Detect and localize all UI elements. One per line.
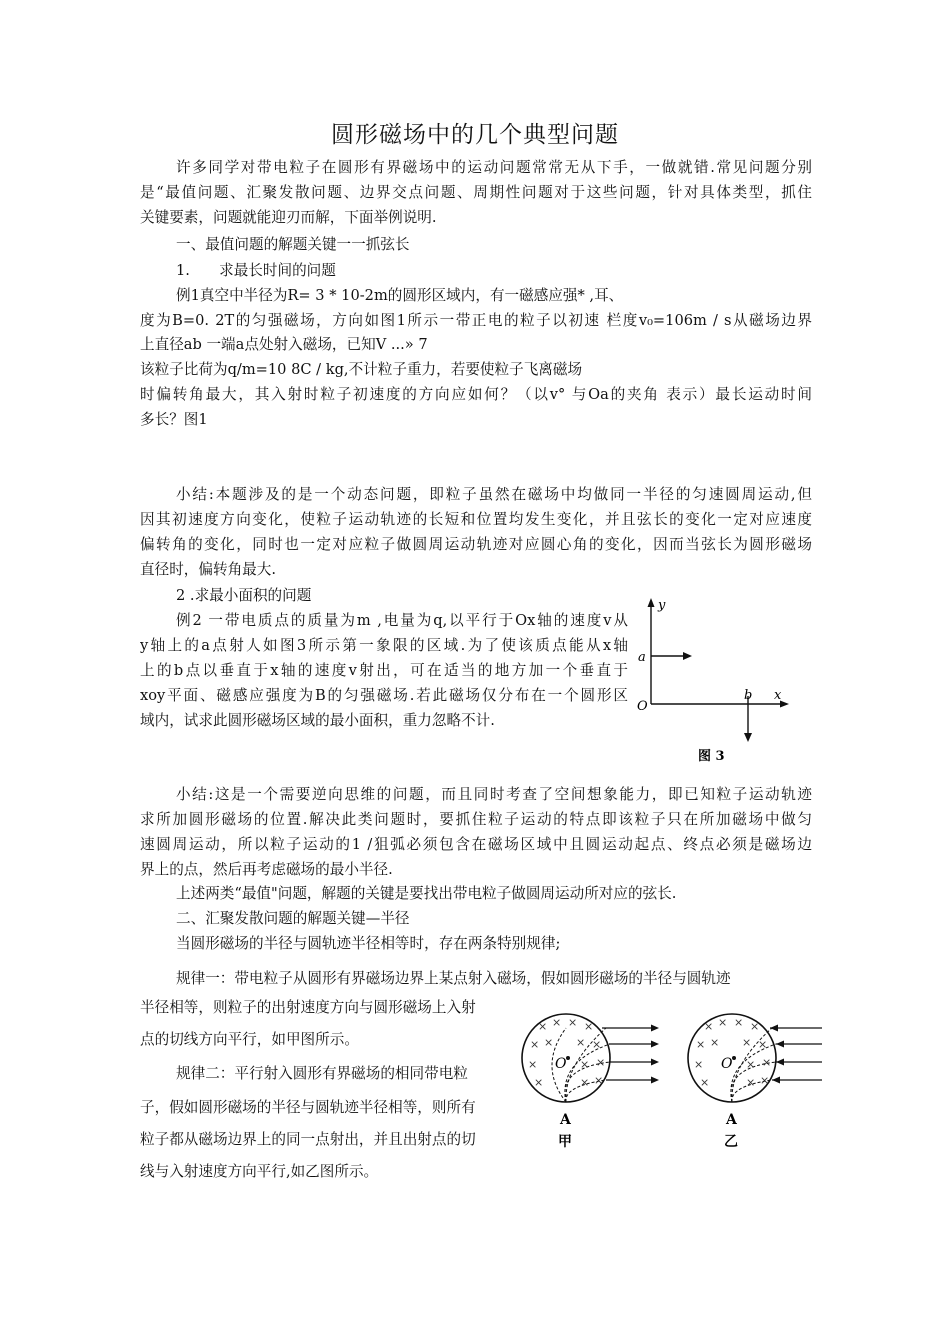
- svg-text:×: ×: [718, 1016, 728, 1029]
- paragraph-line: 度为B=0. 2T的匀强磁场，方向如图1所示一带正电的粒子以初速 栏度v₀=106m / s从磁场边界: [140, 312, 812, 329]
- caption-jia: 甲: [558, 1134, 572, 1150]
- section-heading: 二、汇聚发散问题的解题关键—半径: [176, 910, 410, 927]
- paragraph-line: 半径相等，则粒子的出射速度方向与圆形磁场上入射: [140, 999, 476, 1016]
- x-axis-arrow-icon: [780, 701, 789, 708]
- b-label: b: [744, 688, 753, 703]
- svg-text:×: ×: [746, 1076, 756, 1089]
- paragraph-line: 上直径ab 一端a点处射入磁场，已知V ...» 7: [140, 336, 428, 353]
- paragraph-line: 上的b点以垂直于x轴的速度v射出，可在适当的地方加一个垂直于: [140, 662, 628, 679]
- paragraph-line: 规律一：带电粒子从圆形有界磁场边界上某点射入磁场，假如圆形磁场的半径与圆轨迹: [176, 970, 731, 987]
- svg-text:×: ×: [762, 1056, 772, 1069]
- svg-text:×: ×: [734, 1016, 744, 1029]
- paragraph-line: 求所加圆形磁场的位置.解决此类问题时，要抓住粒子运动的特点即该粒子只在所加磁场中做匀: [140, 811, 812, 828]
- figure-yi: [688, 1014, 822, 1150]
- svg-text:×: ×: [758, 1038, 768, 1051]
- svg-text:×: ×: [584, 1020, 594, 1033]
- paragraph-line: 速圆周运动，所以粒子运动的1 /狙弧必须包含在磁场区域中且圆运动起点、终点必须是磁场边: [140, 836, 812, 853]
- figure-caption: 图 3: [698, 749, 725, 764]
- paragraph-line: 偏转角的变化，同时也一定对应粒子做圆周运动轨迹对应圆心角的变化，因而当弦长为圆形磁场: [140, 536, 812, 553]
- point-a-label: A: [726, 1112, 737, 1128]
- paragraph-line: 小结:这是一个需要逆向思维的问题，而且同时考查了空间想象能力，即已知粒子运动轨迹: [176, 786, 812, 803]
- arrow-head-icon: [770, 1025, 778, 1032]
- trajectory: [565, 1044, 610, 1102]
- svg-text:×: ×: [580, 1076, 590, 1089]
- paragraph-line: 规律二：平行射入圆形有界磁场的相同带电粒: [176, 1065, 468, 1082]
- svg-text:×: ×: [530, 1038, 540, 1051]
- svg-text:×: ×: [746, 1058, 756, 1071]
- svg-text:×: ×: [700, 1076, 710, 1089]
- arrow-head-icon: [651, 1059, 659, 1066]
- svg-text:×: ×: [760, 1074, 770, 1087]
- field-crosses: [528, 1016, 605, 1089]
- arrow-head-icon: [772, 1077, 780, 1084]
- paragraph-line: 子，假如圆形磁场的半径与圆轨迹半径相等，则所有: [140, 1099, 476, 1116]
- caption-yi: 乙: [724, 1134, 738, 1150]
- y-label: y: [658, 598, 666, 613]
- arrow-head-icon: [683, 652, 692, 660]
- paragraph-line: 许多同学对带电粒子在圆形有界磁场中的运动问题常常无从下手，一做就错.常见问题分别: [176, 159, 812, 176]
- subsection-heading: 2 .求最小面积的问题: [176, 587, 312, 604]
- paragraph-line: 域内，试求此圆形磁场区域的最小面积，重力忽略不计.: [140, 712, 495, 729]
- paragraph-line: 是“最值问题、汇聚发散问题、边界交点问题、周期性问题对于这些问题，针对具体类型，抓住: [140, 184, 812, 201]
- point-a-label: A: [560, 1112, 571, 1128]
- paragraph-line: 多长？图1: [140, 411, 208, 428]
- paragraph-line: 小结:本题涉及的是一个动态问题，即粒子虽然在磁场中均做同一半径的匀速圆周运动,但: [176, 486, 812, 503]
- svg-text:×: ×: [568, 1016, 578, 1029]
- svg-text:×: ×: [704, 1020, 714, 1033]
- center-dot: [732, 1056, 736, 1060]
- paragraph-line: 关键要素，问题就能迎刃而解，下面举例说明.: [140, 209, 437, 226]
- paragraph-line: 当圆形磁场的半径与圆轨迹半径相等时，存在两条特别规律;: [176, 935, 561, 952]
- paragraph-line: 粒子都从磁场边界上的同一点射出，并且出射点的切: [140, 1131, 476, 1148]
- paragraph-line: 界上的点，然后再考虑磁场的最小半径.: [140, 861, 393, 878]
- svg-text:×: ×: [538, 1020, 548, 1033]
- paragraph-line: 点的切线方向平行，如甲图所示。: [140, 1031, 359, 1048]
- a-label: a: [638, 650, 646, 665]
- arrow-head-icon: [651, 1025, 659, 1032]
- y-axis-arrow-icon: [648, 598, 655, 607]
- svg-text:×: ×: [594, 1074, 604, 1087]
- arrow-head-icon: [776, 1059, 784, 1066]
- center-label: O: [721, 1056, 733, 1072]
- svg-text:×: ×: [544, 1036, 554, 1049]
- paragraph-line: 例1真空中半径为R= 3 * 10-2m的圆形区域内，有一磁感应强* ,耳、: [176, 287, 624, 304]
- center-label: O: [555, 1056, 567, 1072]
- arrow-head-icon: [651, 1041, 659, 1048]
- paragraph-line: 线与入射速度方向平行,如乙图所示。: [140, 1163, 379, 1180]
- svg-text:×: ×: [742, 1036, 752, 1049]
- section-heading: 一、最值问题的解题关键一一抓弦长: [176, 236, 410, 253]
- figure-jia: [522, 1014, 659, 1150]
- svg-text:×: ×: [596, 1056, 606, 1069]
- paragraph-line: 该粒子比荷为q/m=10 8C / kg,不计粒子重力，若要使粒子飞离磁场: [140, 361, 583, 378]
- paragraph-line: 直径时，偏转角最大.: [140, 561, 276, 578]
- paragraph-line: y轴上的a点射人如图3所示第一象限的区域.为了使该质点能从x轴: [140, 637, 628, 654]
- paragraph-line: xoy平面、磁感应强度为B的匀强磁场.若此磁场仅分布在一个圆形区: [140, 687, 628, 704]
- paragraph-line: 时偏转角最大，其入射时粒子初速度的方向应如何？（以v° 与Oa的夹角 表示）最长运动时间: [140, 386, 812, 403]
- arrow-head-icon: [744, 733, 752, 742]
- trajectory: [731, 1044, 776, 1102]
- paragraph-line: 例2 一带电质点的质量为m ,电量为q,以平行于Ox轴的速度v从: [176, 612, 628, 629]
- svg-text:×: ×: [710, 1036, 720, 1049]
- paragraph-line: 上述两类“最值"问题，解题的关键是要找出带电粒子做圆周运动所对应的弦长.: [176, 885, 677, 902]
- svg-text:×: ×: [750, 1020, 760, 1033]
- figure-3: [636, 596, 796, 766]
- svg-text:×: ×: [592, 1038, 602, 1051]
- origin-label: O: [637, 699, 648, 714]
- svg-text:×: ×: [696, 1038, 706, 1051]
- paragraph-line: 因其初速度方向变化，使粒子运动轨迹的长短和位置均发生变化，并且弦长的变化一定对应速度: [140, 511, 812, 528]
- page-title: 圆形磁场中的几个典型问题: [331, 122, 619, 148]
- svg-text:×: ×: [694, 1058, 704, 1071]
- field-crosses: [694, 1016, 771, 1089]
- figure-circles: [518, 1006, 824, 1156]
- subsection-heading: 1. 求最长时间的问题: [176, 262, 336, 279]
- svg-text:×: ×: [576, 1036, 586, 1049]
- svg-text:×: ×: [552, 1016, 562, 1029]
- arrow-head-icon: [776, 1041, 784, 1048]
- center-dot: [566, 1056, 570, 1060]
- svg-text:×: ×: [580, 1058, 590, 1071]
- svg-text:×: ×: [528, 1058, 538, 1071]
- svg-text:×: ×: [534, 1076, 544, 1089]
- arrow-head-icon: [651, 1077, 659, 1084]
- x-label: x: [774, 688, 782, 703]
